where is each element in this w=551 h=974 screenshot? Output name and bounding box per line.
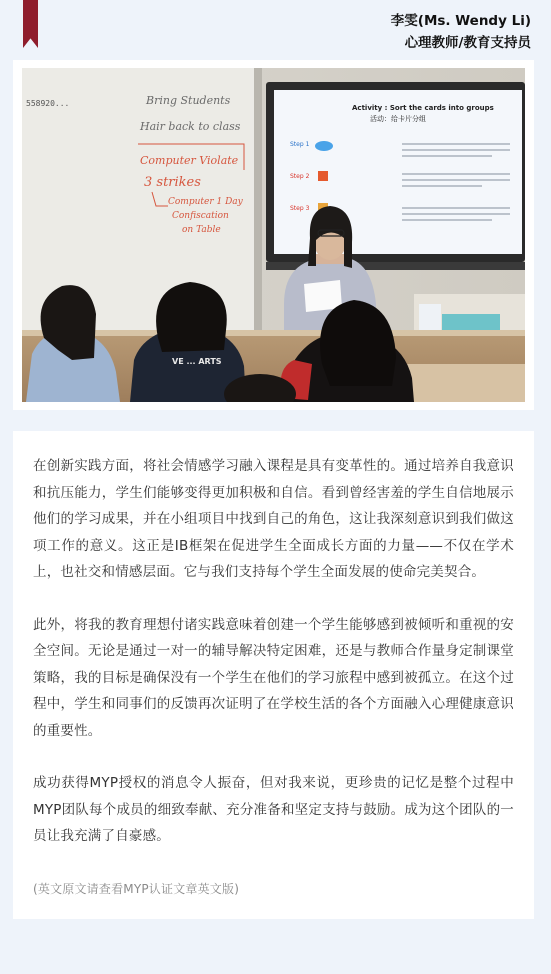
- whiteboard-line-6: Confiscation: [172, 211, 229, 221]
- slide-step-1: Step 1: [290, 141, 310, 148]
- author-role: 心理教师/教育支持员: [404, 35, 531, 51]
- whiteboard-line-5: Computer 1 Day: [168, 197, 243, 207]
- article-card: [13, 431, 534, 919]
- slide-step-2: Step 2: [290, 173, 310, 180]
- whiteboard-line-1: Bring Students: [146, 94, 231, 107]
- slide-step-3: Step 3: [290, 205, 310, 212]
- author-name: 李雯(Ms. Wendy Li): [390, 13, 531, 29]
- classroom-photo-illustration: [22, 68, 525, 402]
- whiteboard-line-2: Hair back to class: [140, 120, 241, 133]
- student-shirt-text: VE ... ARTS: [172, 357, 222, 366]
- classroom-photo: [13, 60, 534, 410]
- whiteboard-line-3: Computer Violate: [140, 154, 239, 167]
- article-paragraph-3: 成功获得MYP授权的消息令人振奋，但对我来说，更珍贵的记忆是整个过程中MYP团队每个成员的细致奉献、充分准备和坚定支持与鼓励。成为这个团队的一员让我充满了自豪感。: [33, 775, 514, 844]
- wall-number: 558920...: [26, 99, 70, 108]
- slide-title: Activity : Sort the cards into groups: [352, 104, 494, 112]
- article-paragraph-1: 在创新实践方面，将社会情感学习融入课程是具有变革性的。通过培养自我意识和抗压能力，学生们能够变得更加积极和自信。看到曾经害羞的学生自信地展示他们的学习成果，并在小组项目中找到自己的角色，这让我深刻意识到我们做这项工作的意义。这正是IB框架在促进学生全面成长方面的力量——不仅在学术上，也社交和情感层面。它与我们支持每个学生全面发展的使命完美契合。: [33, 458, 514, 580]
- english-version-note: (英文原文请查看MYP认证文章英文版): [33, 881, 240, 896]
- bookmark-ribbon: [23, 0, 38, 48]
- whiteboard-line-4: 3 strikes: [144, 175, 201, 190]
- whiteboard-line-7: on Table: [182, 225, 221, 235]
- author-header: [391, 10, 531, 54]
- article-paragraph-2: 此外，将我的教育理想付诸实践意味着创建一个学生能够感到被倾听和重视的安全空间。无论是通过一对一的辅导解决特定困难，还是与教师合作量身定制课堂策略，我的目标是确保没有一个学生在他们的学习旅程中感到被孤立。在这个过程中，学生和同事们的反馈再次证明了在学校生活的各个方面融入心理健康意识的重要性。: [33, 616, 514, 739]
- slide-subtitle: 活动：给卡片分组: [370, 115, 426, 123]
